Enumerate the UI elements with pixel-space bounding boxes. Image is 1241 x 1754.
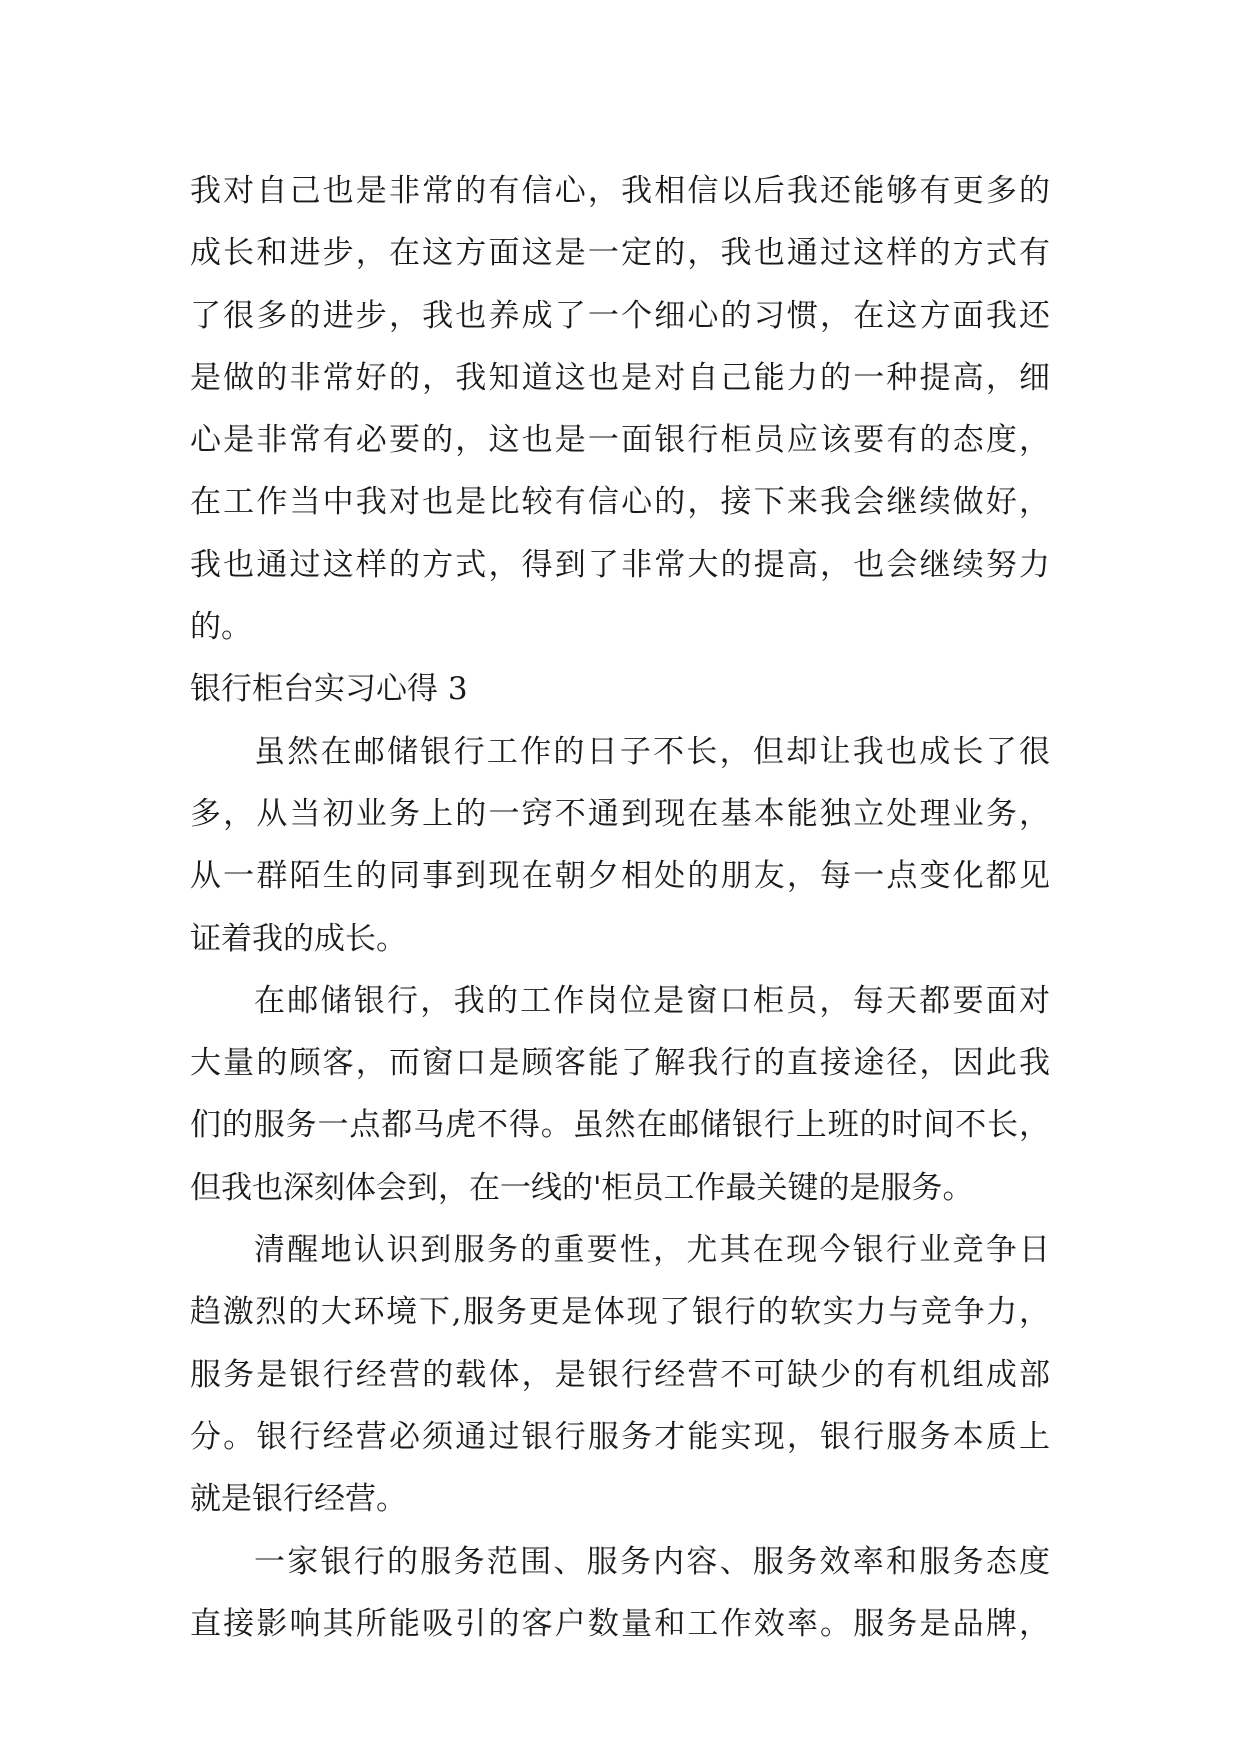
text-line: 服务是银行经营的载体，是银行经营不可缺少的有机组成部 [190,1356,1050,1393]
text-line: 从一群陌生的同事到现在朝夕相处的朋友，每一点变化都见 [190,858,1050,895]
text-line: 就是银行经营。 [190,1481,407,1518]
section-heading: 银行柜台实习心得 3 [190,671,468,708]
text-line: 心是非常有必要的，这也是一面银行柜员应该要有的态度， [190,422,1050,459]
text-line: 在工作当中我对也是比较有信心的，接下来我会继续做好， [190,484,1050,521]
text-line: 趋激烈的大环境下,服务更是体现了银行的软实力与竞争力， [190,1294,1050,1331]
text-line: 但我也深刻体会到，在一线的'柜员工作最关键的是服务。 [190,1169,974,1206]
text-line: 我也通过这样的方式，得到了非常大的提高，也会继续努力 [190,546,1050,583]
text-line: 证着我的成长。 [190,920,407,957]
text-line: 是做的非常好的，我知道这也是对自己能力的一种提高，细 [190,359,1050,396]
text-line: 我对自己也是非常的有信心，我相信以后我还能够有更多的 [190,173,1050,209]
text-line: 的。 [190,609,252,646]
document-body [190,160,1050,1655]
text-line: 直接影响其所能吸引的客户数量和工作效率。服务是品牌， [190,1605,1050,1642]
paragraph-first-line: 在邮储银行，我的工作岗位是窗口柜员，每天都要面对 [254,982,1050,1019]
paragraph-first-line: 清醒地认识到服务的重要性，尤其在现今银行业竞争日 [254,1232,1050,1269]
text-line: 多，从当初业务上的一窍不通到现在基本能独立处理业务， [190,795,1050,832]
text-line: 分。银行经营必须通过银行服务才能实现，银行服务本质上 [190,1418,1050,1455]
paragraph-first-line: 一家银行的服务范围、服务内容、服务效率和服务态度 [254,1543,1050,1580]
text-line: 们的服务一点都马虎不得。虽然在邮储银行上班的时间不长， [190,1107,1050,1144]
text-line: 了很多的进步，我也养成了一个细心的习惯，在这方面我还 [190,297,1050,334]
paragraph-first-line: 虽然在邮储银行工作的日子不长，但却让我也成长了很 [254,733,1050,770]
text-line: 大量的顾客，而窗口是顾客能了解我行的直接途径，因此我 [190,1045,1050,1082]
text-line: 成长和进步，在这方面这是一定的，我也通过这样的方式有 [190,235,1050,272]
